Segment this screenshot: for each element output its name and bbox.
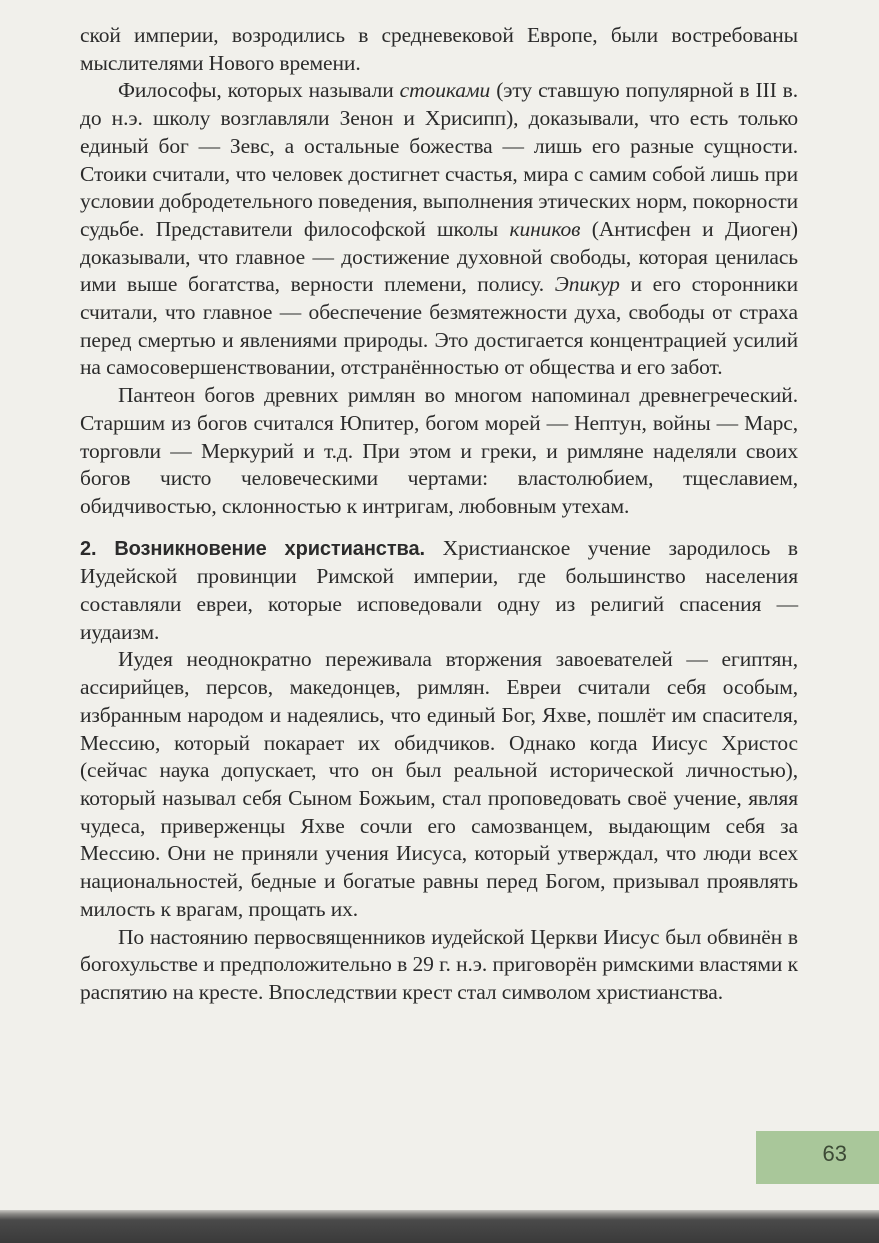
page-body <box>80 22 798 1007</box>
text-segment: Христианское учение зародилось в Иудейской провинции Римской империи, где большинство населения составляли евреи, которые исповедовали одну из религий спасения — иудаизм. <box>80 535 798 644</box>
page-number: 63 <box>756 1131 879 1184</box>
emphasized-term: стоиками <box>399 78 491 103</box>
scan-bottom-edge <box>0 1210 879 1243</box>
paragraph <box>80 924 798 1007</box>
text-segment: ской империи, возродились в средневековой Европе, были востребованы мыслителями Нового времени. <box>80 23 798 75</box>
text-segment: и его сторонники считали, что главное — обеспечение безмятежности духа, свободы от страха перед смертью и явлениями природы. Это достигается концентрацией усилий на самосовершенствовании, отстранённостью от общества и его забот. <box>80 272 798 380</box>
text-segment: (Антисфен и Диоген) доказывали, что главное — достижение духовной свободы, которая ценилась ими выше богатства, верности племени, полису. <box>80 216 798 297</box>
paragraph <box>80 382 798 521</box>
text-segment: Иудея неоднократно переживала вторжения завоевателей — египтян, ассирийцев, персов, македонцев, римлян. Евреи считали себя особым, избранным народом и надеялись, что единый Бог, Яхве, пошлёт им спасителя, Мессию, который покарает их обидчиков. Однако когда Иисус Христос (сейчас наука допускает, что он был реальной исторической личностью), который называл себя Сыном Божьим, стал проповедовать своё учение, являя чудеса, приверженцы Яхве сочли его самозванцем, выдающим себя за Мессию. Они не приняли учения Иисуса, который утверждал, что люди всех национальностей, бедные и богатые равны перед Богом, призывал проявлять милость к врагам, прощать их. <box>80 647 798 921</box>
text-segment: (эту ставшую популярной в III в. до н.э. школу возглавляли Зенон и Хрисипп), доказывали, что есть только единый бог — Зевс, а остальные божества — лишь его разные сущности. Стоики считали, что человек достигнет счастья, мира с самим собой лишь при условии добродетельного поведения, выполнения этических норм, покорности судьбе. Представители философской школы <box>80 78 798 241</box>
paragraph <box>80 77 798 382</box>
emphasized-term: киников <box>509 216 581 241</box>
text-segment: Пантеон богов древних римлян во многом напоминал древнегреческий. Старшим из богов считался Юпитер, богом морей — Нептун, войны — Марс, торговли — Меркурий и т.д. При этом и греки, и римляне наделяли своих богов чисто человеческими чертами: властолюбием, тщеславием, обидчивостью, склонностью к интригам, любовным утехам. <box>80 383 798 518</box>
section-heading: 2. Возникновение христианства. <box>80 537 425 560</box>
text-segment: По настоянию первосвященников иудейской Церкви Иисус был обвинён в богохульстве и предположительно в 29 г. н.э. приговорён римскими властями к распятию на кресте. Впоследствии крест стал символом христианства. <box>80 924 798 1004</box>
text-segment: Философы, которых называли <box>118 78 400 103</box>
section-paragraph <box>80 535 798 647</box>
emphasized-term: Эпикур <box>554 272 620 297</box>
paragraph <box>80 22 798 77</box>
paragraph <box>80 646 798 923</box>
